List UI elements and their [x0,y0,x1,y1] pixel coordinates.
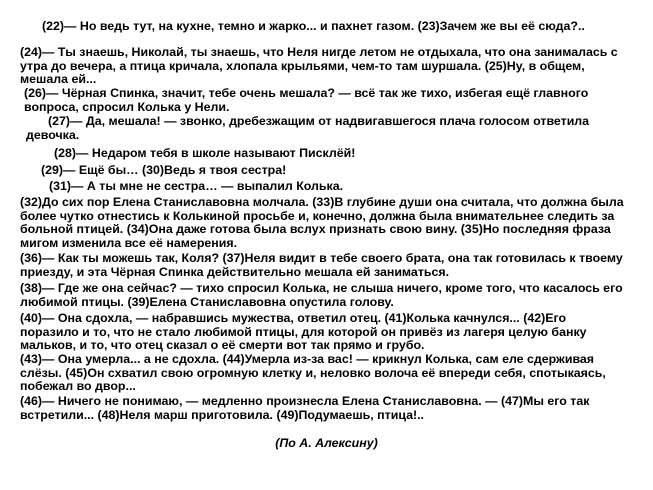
paragraph-36: (36)— Как ты можешь так, Коля? (37)Неля видит в тебе своего брата, она так готовилась к твоему приезду, и эта Чёрная Спинка действительно мешала ей заниматься. [20,251,623,279]
paragraph-38: (38)— Где же она сейчас? — тихо спросил Колька, не слыша ничего, кроме того, что касалось его любимой птицы. (39)Елена Станиславовна опустила голову. [20,281,623,309]
paragraph-27: (27)— Да, мешала! — звонко, дребезжащим от надвигавшегося плача голосом ответила девочка. [26,114,590,142]
paragraph-24: (24)— Ты знаешь, Николай, ты знаешь, что Неля нигде летом не отдыхала, что она занималась с утра до вечера, а птица кричала, хлопала крыльями, чем-то там шуршала. (25)Ну, в общем, мешала ей... [20,45,618,87]
paragraph-46: (46)— Ничего не понимаю, — медленно произнесла Елена Станиславовна. — (47)Мы его так встретили... (48)Неля марш приготовила. (49)Подумаешь, птица!.. [20,394,590,422]
paragraph-26: (26)— Чёрная Спинка, значит, тебе очень мешала? — всё так же тихо, избегая ещё главного вопроса, спросил Колька у Нели. [24,86,589,114]
paragraph-40: (40)— Она сдохла, — набравшись мужества, ответил отец. (41)Колька качнулся... (42)Его поразило и то, что не стало любимой птицы, для которой он привёз из лагеря целую банку мальков, и то, что отец сказал о её смерти вот так прямо и грубо. [20,311,587,353]
paragraph-29: (29)— Ещё бы… (30)Ведь я твоя сестра! [41,163,287,177]
paragraph-43: (43)— Она умерла... а не сдохла. (44)Умерла из-за вас! — крикнул Колька, сам еле сдерживая слёзы. (45)Он схватил свою огромную клетку и, неловко волоча её впереди себя, спотыкаясь, побежал во двор... [20,352,606,394]
source-attribution: (По А. Алексину) [275,436,378,451]
paragraph-31: (31)— А ты мне не сестра… — выпалил Колька. [49,179,344,193]
paragraph-22: (22)— Но ведь тут, на кухне, темно и жарко... и пахнет газом. (23)Зачем же вы её сюда?.. [42,19,585,33]
paragraph-28: (28)— Недаром тебя в школе называют Писклёй! [54,146,356,160]
paragraph-32: (32)До сих пор Елена Станиславовна молчала. (33)В глубине души она считала, что должна была более чутко отнестись к Колькиной просьбе и, конечно, должна была внимательнее следить за больной птицей. (34)Она даже готова была вслух признать свою вину. (35)Но последняя фраза мигом изменила все её намерения. [20,195,624,250]
